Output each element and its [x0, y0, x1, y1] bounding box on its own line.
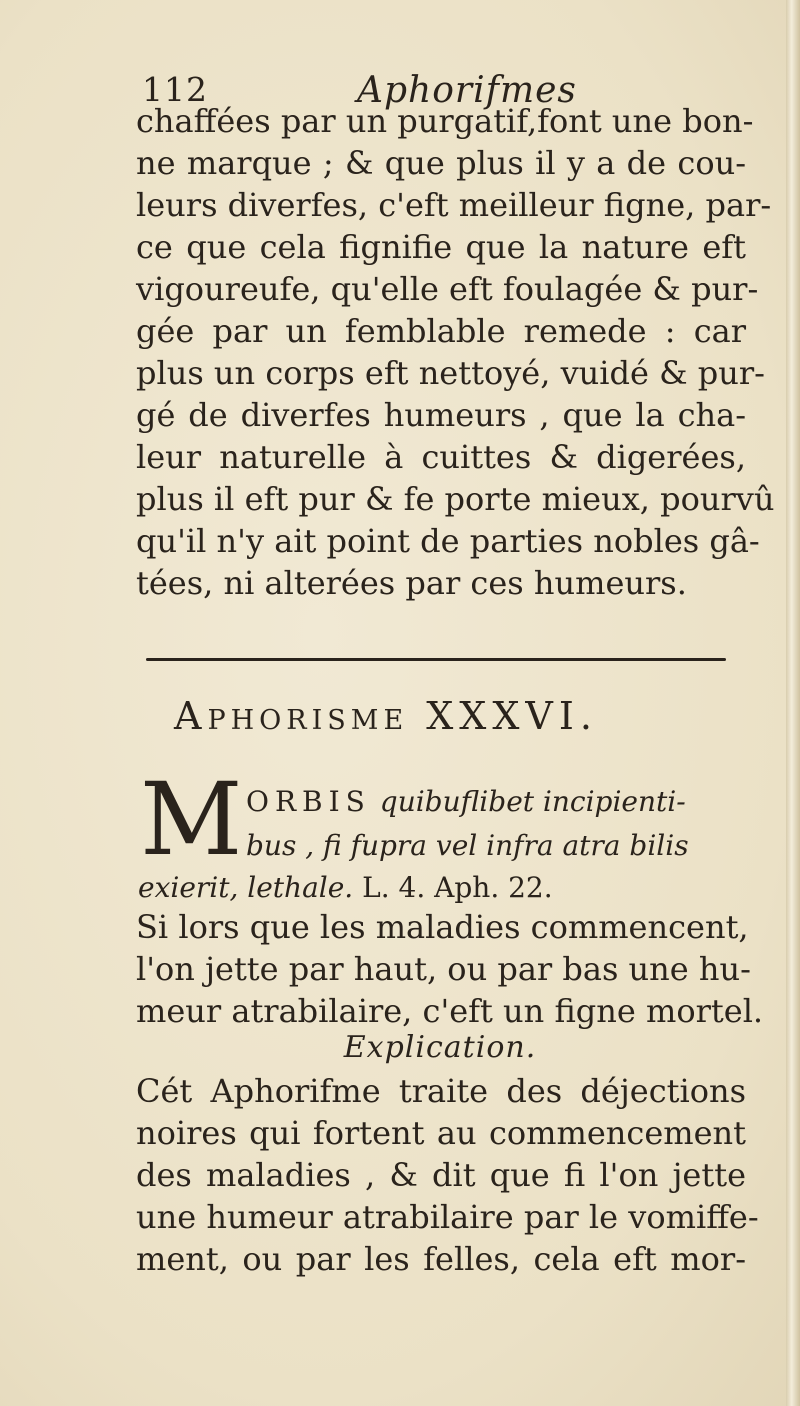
latin-italic: quibuflibet incipienti-: [379, 785, 686, 818]
text-line: chaffées par un purgatif,font une bon-: [136, 102, 754, 140]
explication-paragraph: [136, 1070, 759, 1280]
text-line: leur naturelle à cuittes & digerées,: [136, 438, 746, 476]
running-title: Aphorifmes: [357, 70, 577, 111]
text-line: noires qui fortent au commencement: [136, 1114, 746, 1152]
latin-text-line-2: bus , fi fupra vel infra atra bilis: [246, 829, 689, 862]
text-line: qu'il n'y ait point de parties nobles gâ-: [136, 522, 760, 560]
latin-smallcaps: ORBIS: [246, 785, 371, 818]
text-line: des maladies , & dit que fi l'on jette: [136, 1156, 746, 1194]
text-line: ment, ou par les felles, cela eft mor-: [136, 1240, 746, 1278]
text-line: gé de diverfes humeurs , que la cha-: [136, 396, 746, 434]
explication-title: Explication.: [343, 1030, 537, 1065]
aphorism-number: XXXVI.: [426, 694, 598, 738]
text-line: l'on jette par haut, ou par bas une hu-: [136, 950, 751, 988]
page-edge: [786, 0, 800, 1406]
latin-text-line-1: [246, 780, 746, 824]
page-number: 112: [142, 70, 208, 109]
text-line: meur atrabilaire, c'eft un figne mortel.: [136, 992, 764, 1030]
text-line: plus il eft pur & fe porte mieux, pourvû: [136, 480, 775, 518]
top-paragraph: [136, 100, 775, 604]
text-line: Si lors que les maladies commencent,: [136, 908, 749, 946]
text-line: gée par un femblable remede : car: [136, 312, 746, 350]
text-line: une humeur atrabilaire par le vomiffe-: [136, 1198, 759, 1236]
aphorism-heading-initial: A: [174, 694, 208, 738]
text-line: plus un corps eft nettoyé, vuidé & pur-: [136, 354, 765, 392]
text-line: ne marque ; & que plus il y a de cou-: [136, 144, 746, 182]
text-line: Cét Aphorifme traite des déjections: [136, 1072, 746, 1110]
aphorism-heading: [174, 694, 734, 738]
section-divider: [146, 658, 726, 661]
text-line: tées, ni alterées par ces humeurs.: [136, 564, 687, 602]
text-line: vigoureufe, qu'elle eft foulagée & pur-: [136, 270, 759, 308]
text-line: ce que cela fignifie que la nature eft: [136, 228, 746, 266]
aphorism-heading-word: PHORISME: [207, 705, 409, 736]
latin-text-line-3: [138, 868, 738, 908]
french-translation: [136, 906, 764, 1032]
text-line: leurs diverfes, c'eft meilleur figne, par-: [136, 186, 772, 224]
latin-italic: exierit, lethale.: [138, 871, 354, 904]
aphorism-reference: L. 4. Aph. 22.: [362, 871, 553, 904]
drop-cap: M: [140, 761, 243, 878]
